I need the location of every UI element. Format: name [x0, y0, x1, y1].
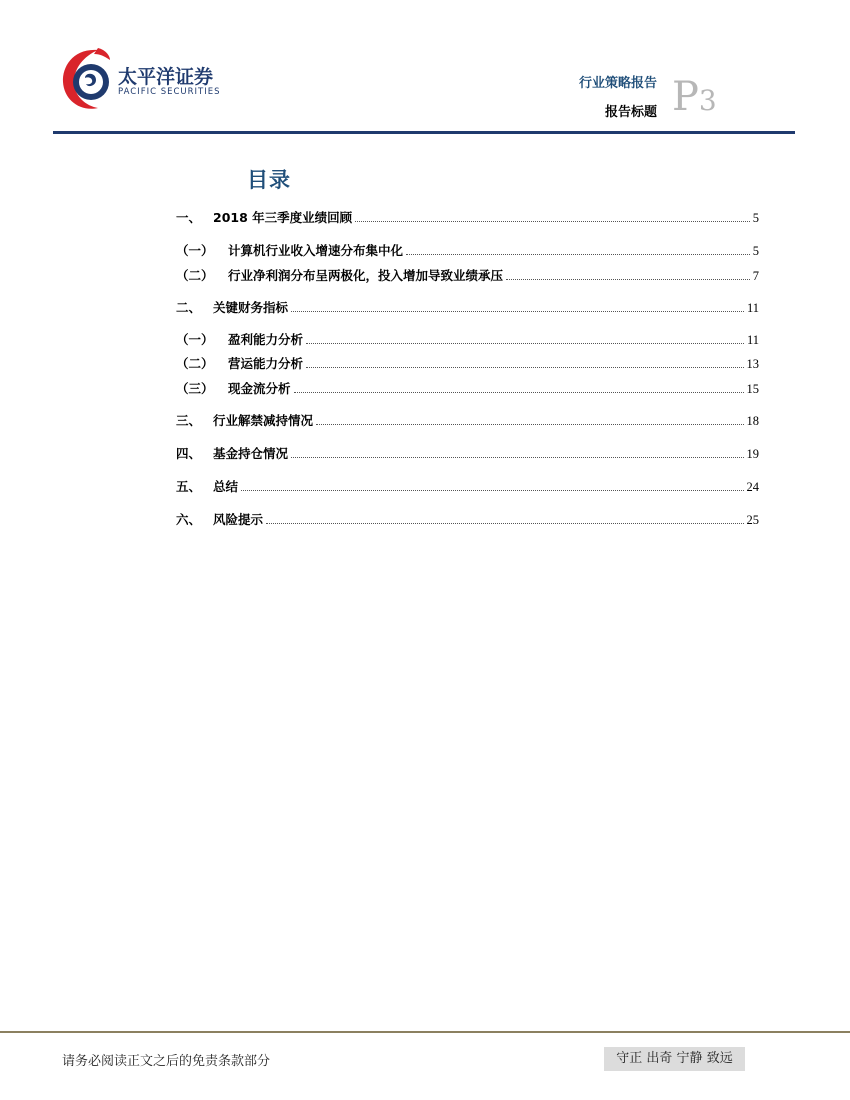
toc-entry-number: 四、 — [176, 446, 202, 461]
toc-entry-number: （一） — [176, 243, 214, 258]
toc-dot-leader — [406, 254, 750, 255]
toc-dot-leader — [294, 392, 744, 393]
logo-name-cn: 太平洋证券 — [118, 66, 214, 88]
page-indicator — [672, 74, 717, 120]
toc-entry[interactable] — [176, 241, 759, 259]
toc-entry-title: 关键财务指标 — [213, 300, 289, 315]
toc-entry[interactable] — [176, 208, 759, 226]
toc-entry-number: 六、 — [176, 512, 202, 527]
toc-dot-leader — [291, 457, 743, 458]
toc-entry-title: 风险提示 — [213, 512, 264, 527]
toc-dot-leader — [506, 279, 750, 280]
header-divider — [53, 131, 795, 134]
toc-entry-number: （二） — [176, 268, 214, 283]
toc-entry-number: 三、 — [176, 413, 202, 428]
toc-entry-number: 五、 — [176, 479, 202, 494]
toc-entry-page: 19 — [746, 447, 759, 461]
toc-entry-title: 行业净利润分布呈两极化，投入增加导致业绩承压 — [228, 268, 504, 283]
toc-entry[interactable] — [176, 298, 759, 316]
toc-entry-title: 2018 年三季度业绩回顾 — [213, 210, 353, 225]
toc-entry-number: （二） — [176, 356, 214, 371]
toc-entry-title: 计算机行业收入增速分布集中化 — [228, 243, 404, 258]
toc-entry-page: 5 — [752, 244, 759, 258]
toc-entry-page: 24 — [746, 480, 759, 494]
page-number: 3 — [698, 84, 717, 117]
toc-dot-leader — [306, 367, 743, 368]
toc-dot-leader — [355, 221, 750, 222]
toc-entry-page: 7 — [752, 269, 759, 283]
report-category: 行业策略报告 — [578, 76, 657, 91]
toc-dot-leader — [241, 490, 743, 491]
logo-name-en: PACIFIC SECURITIES — [118, 87, 221, 97]
toc-entry-title: 现金流分析 — [228, 381, 291, 396]
toc-entry-number: （三） — [176, 381, 214, 396]
toc-dot-leader — [291, 311, 744, 312]
footer-motto: 守正 出奇 宁静 致远 — [604, 1047, 745, 1071]
logo-mark-icon — [60, 44, 114, 114]
toc-entry[interactable] — [176, 330, 759, 348]
company-logo — [60, 44, 240, 114]
toc-entry-page: 25 — [746, 513, 759, 527]
toc-entry[interactable] — [176, 477, 759, 495]
toc-entry-title: 盈利能力分析 — [228, 332, 304, 347]
toc-entry-number: 一、 — [176, 210, 202, 225]
toc-entry[interactable] — [176, 379, 759, 397]
toc-entry-page: 11 — [746, 301, 759, 315]
toc-entry[interactable] — [176, 266, 759, 284]
toc-entry[interactable] — [176, 411, 759, 429]
toc-entry-page: 13 — [746, 357, 759, 371]
toc-entry-title: 总结 — [213, 479, 239, 494]
toc-heading: 目录 — [247, 168, 291, 192]
footer-divider — [0, 1031, 850, 1033]
toc-dot-leader — [266, 523, 743, 524]
toc-dot-leader — [306, 343, 744, 344]
toc-entry[interactable] — [176, 444, 759, 462]
toc-entry-page: 11 — [746, 333, 759, 347]
toc-entry-number: （一） — [176, 332, 214, 347]
toc-dot-leader — [316, 424, 743, 425]
toc-entry-number: 二、 — [176, 300, 202, 315]
toc-entry[interactable] — [176, 510, 759, 528]
footer-disclaimer: 请务必阅读正文之后的免责条款部分 — [62, 1054, 271, 1069]
report-title: 报告标题 — [604, 105, 657, 120]
toc-entry-page: 18 — [746, 414, 759, 428]
toc-entry-page: 15 — [746, 382, 759, 396]
toc-entry-title: 营运能力分析 — [228, 356, 304, 371]
toc-entry-page: 5 — [752, 211, 759, 225]
toc-entry-title: 基金持仓情况 — [213, 446, 289, 461]
page-letter: P — [672, 74, 699, 120]
toc-entry[interactable] — [176, 354, 759, 372]
toc-entry-title: 行业解禁减持情况 — [213, 413, 314, 428]
